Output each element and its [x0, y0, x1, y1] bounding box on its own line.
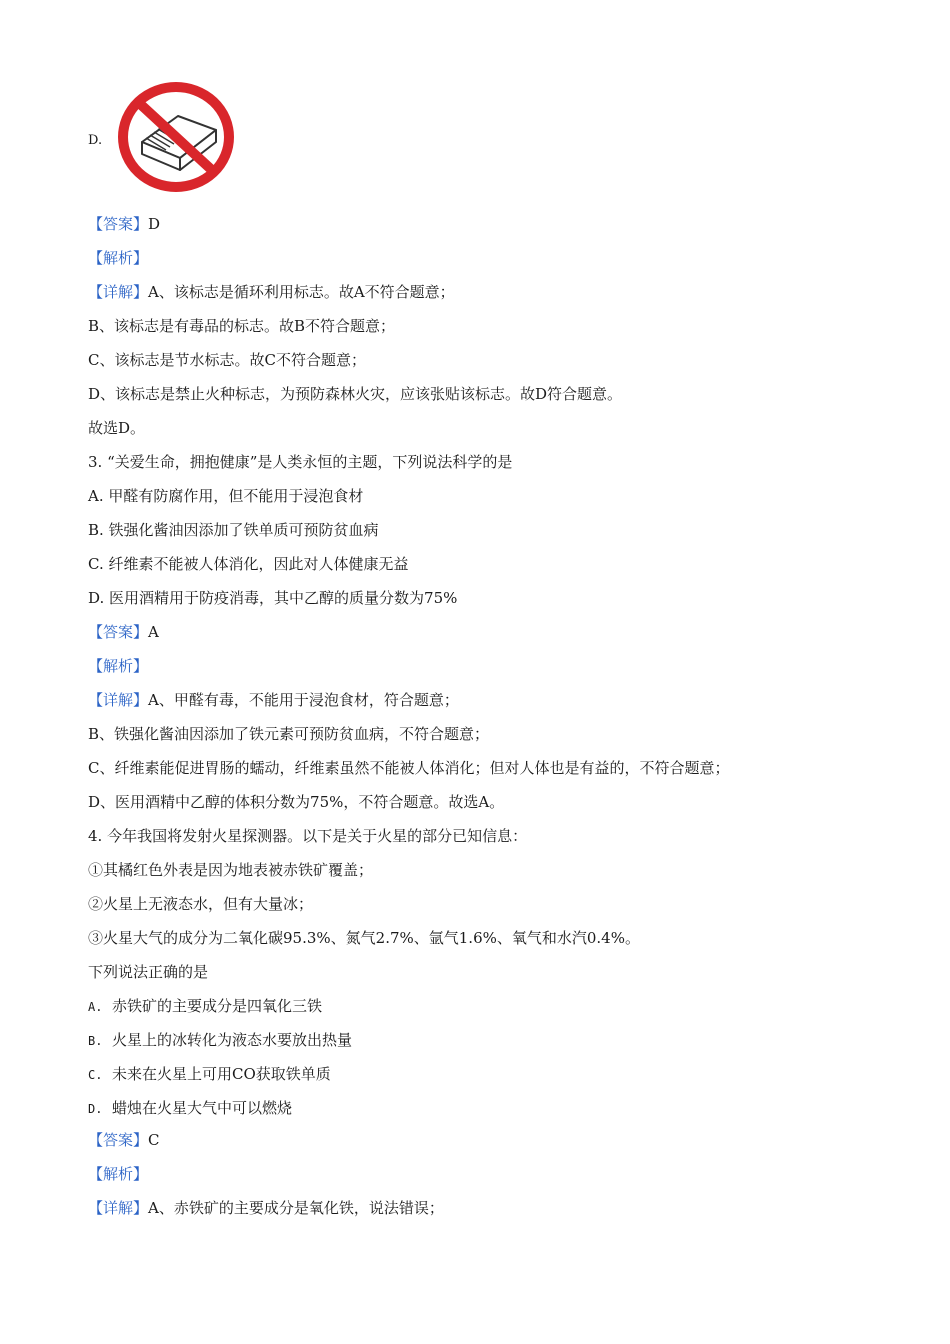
q4-stem: 4. 今年我国将发射火星探测器。以下是关于火星的部分已知信息：: [88, 827, 528, 845]
answer-tag: 【答案】: [88, 1131, 149, 1149]
q2-conclusion: 故选D。: [88, 419, 146, 437]
q2-analysis-tag: 【解析】: [88, 249, 149, 267]
detail-tag: 【详解】: [88, 1199, 149, 1217]
q4-info-2: ②火星上无液态水，但有大量冰；: [88, 895, 314, 913]
q3-detail-a-line: [88, 690, 459, 710]
detail-tag: 【详解】: [88, 691, 149, 709]
q2-option-d-label: D.: [88, 133, 103, 148]
option-text: 火星上的冰转化为液态水要放出热量: [112, 1031, 353, 1049]
q4-info-1: ①其橘红色外表是因为地表被赤铁矿覆盖；: [88, 861, 374, 879]
option-label: D.: [88, 1102, 103, 1116]
q4-option-b: [88, 1030, 352, 1051]
q2-detail-a-line: [88, 282, 455, 302]
q4-info-3: ③火星大气的成分为二氧化碳95.3%、氮气2.7%、氩气1.6%、氧气和水汽0.4%。: [88, 929, 640, 947]
q3-detail-b: B、铁强化酱油因添加了铁元素可预防贫血病，不符合题意；: [88, 725, 490, 743]
q4-answer: C: [148, 1131, 160, 1149]
option-text: 赤铁矿的主要成分是四氧化三铁: [112, 997, 323, 1015]
q2-detail-d: D、该标志是禁止火种标志，为预防森林火灾，应该张贴该标志。故D符合题意。: [88, 385, 623, 403]
q3-answer: A: [148, 623, 159, 641]
q2-detail-a: A、该标志是循环利用标志。故A不符合题意；: [148, 283, 455, 301]
q2-detail-b: B、该标志是有毒品的标志。故B不符合题意；: [88, 317, 396, 335]
q3-option-d: D. 医用酒精用于防疫消毒，其中乙醇的质量分数为75%: [88, 589, 458, 607]
q4-answer-line: [88, 1130, 160, 1150]
q4-detail-a-line: [88, 1198, 444, 1218]
no-open-flame-matchbox-icon: [116, 80, 236, 194]
q3-answer-line: [88, 622, 159, 642]
q3-detail-c: C、纤维素能促进胃肠的蠕动，纤维素虽然不能被人体消化；但对人体也是有益的，不符合题意；: [88, 759, 730, 777]
q3-analysis-tag: 【解析】: [88, 657, 149, 675]
q2-answer: D: [148, 215, 161, 233]
option-label: C.: [88, 1068, 103, 1082]
detail-tag: 【详解】: [88, 283, 149, 301]
option-text: 蜡烛在火星大气中可以燃烧: [112, 1099, 293, 1117]
q4-option-a: [88, 996, 322, 1017]
q4-detail-a: A、赤铁矿的主要成分是氧化铁，说法错误；: [148, 1199, 444, 1217]
option-text: 未来在火星上可用CO获取铁单质: [112, 1065, 331, 1083]
q4-prompt: 下列说法正确的是: [88, 963, 209, 981]
q3-option-a: A. 甲醛有防腐作用，但不能用于浸泡食材: [88, 487, 364, 505]
q3-stem: 3. “关爱生命，拥抱健康”是人类永恒的主题，下列说法科学的是: [88, 453, 513, 471]
q3-option-c: C. 纤维素不能被人体消化，因此对人体健康无益: [88, 555, 409, 573]
q3-option-b: B. 铁强化酱油因添加了铁单质可预防贫血病: [88, 521, 379, 539]
q4-analysis-tag: 【解析】: [88, 1165, 149, 1183]
q4-option-c: [88, 1064, 331, 1085]
q2-answer-line: [88, 214, 160, 234]
q2-detail-c: C、该标志是节水标志。故C不符合题意；: [88, 351, 366, 369]
q4-option-d: [88, 1098, 292, 1119]
q3-detail-d: D、医用酒精中乙醇的体积分数为75%，不符合题意。故选A。: [88, 793, 505, 811]
option-label: B.: [88, 1034, 103, 1048]
answer-tag: 【答案】: [88, 215, 149, 233]
option-label: A.: [88, 1000, 103, 1014]
answer-tag: 【答案】: [88, 623, 149, 641]
q3-detail-a: A、甲醛有毒，不能用于浸泡食材，符合题意；: [148, 691, 459, 709]
